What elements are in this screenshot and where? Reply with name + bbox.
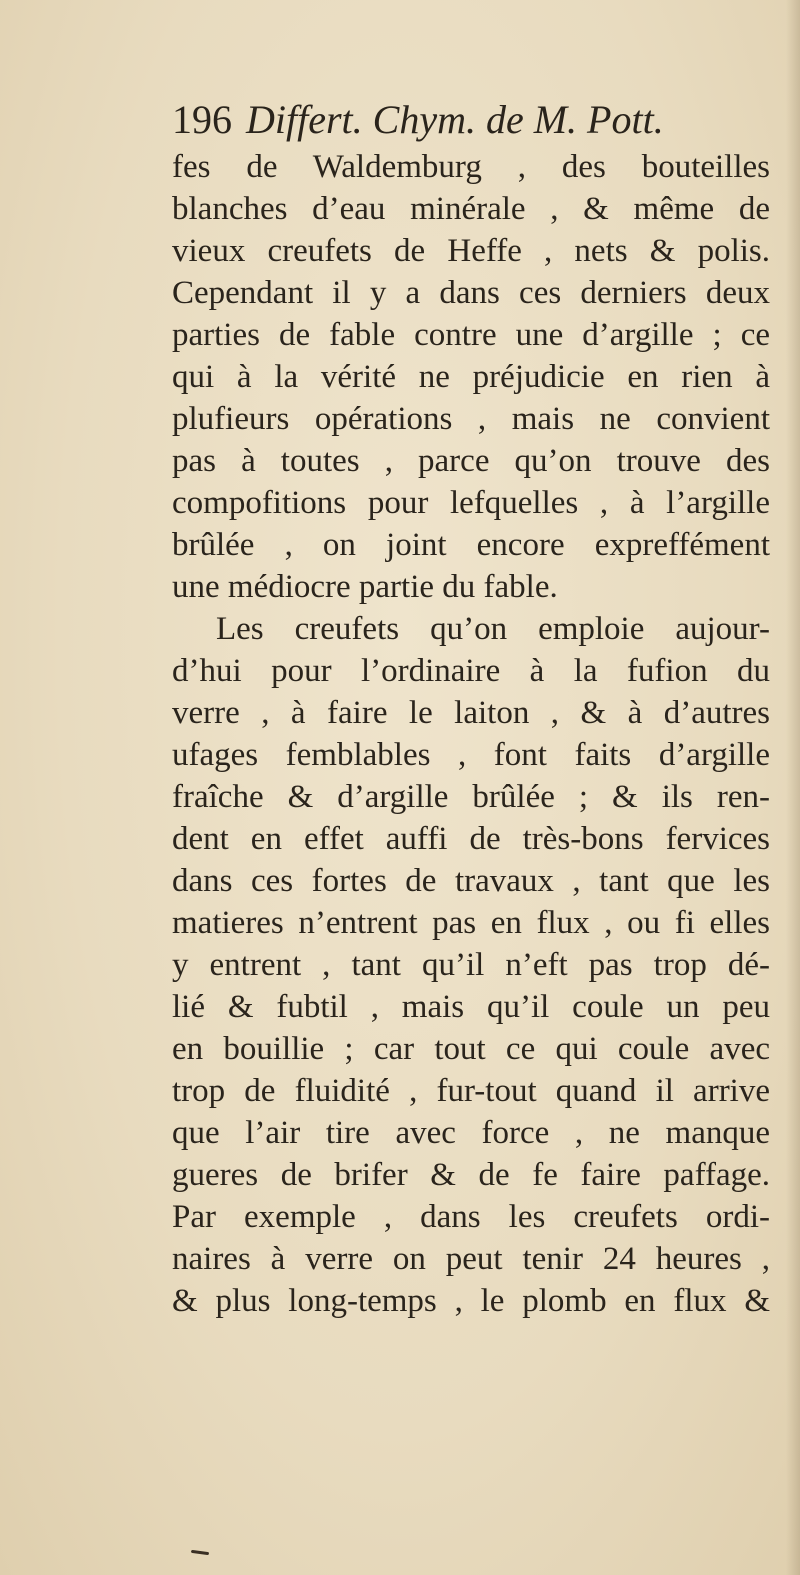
text-line: dans ces fortes de travaux , tant que les <box>172 863 770 899</box>
page-header <box>172 98 664 142</box>
text-line: que l’air tire avec force , ne manque <box>172 1115 770 1151</box>
text-line: plufieurs opérations , mais ne convient <box>172 401 770 437</box>
text-line: d’hui pour l’ordinaire à la fufion du <box>172 653 770 689</box>
text-line: lié & fubtil , mais qu’il coule un peu <box>172 989 770 1025</box>
text-line: Cependant il y a dans ces derniers deux <box>172 275 770 311</box>
text-line: matieres n’entrent pas en flux , ou fi elles <box>172 905 770 941</box>
text-line: trop de fluidité , fur-tout quand il arrive <box>172 1073 770 1109</box>
page-edge-shadow <box>786 0 800 1575</box>
text-line: verre , à faire le laiton , & à d’autres <box>172 695 770 731</box>
text-line: parties de fable contre une d’argille ; ce <box>172 317 770 353</box>
text-line: ufages femblables , font faits d’argille <box>172 737 770 773</box>
page-number: 196 <box>172 97 232 142</box>
ink-mark <box>191 1550 209 1555</box>
text-line: y entrent , tant qu’il n’eft pas trop dé- <box>172 947 770 983</box>
text-line: naires à verre on peut tenir 24 heures , <box>172 1241 770 1277</box>
text-line: blanches d’eau minérale , & même de <box>172 191 770 227</box>
text-line: qui à la vérité ne préjudicie en rien à <box>172 359 770 395</box>
text-line: gueres de brifer & de fe faire paffage. <box>172 1157 770 1193</box>
paragraph-start-line: Les creufets qu’on emploie aujour- <box>216 611 770 647</box>
text-line: brûlée , on joint encore expreffément <box>172 527 770 563</box>
text-line: fes de Waldemburg , des bouteilles <box>172 149 770 185</box>
text-line: vieux creufets de Heffe , nets & polis. <box>172 233 770 269</box>
text-line: Par exemple , dans les creufets ordi- <box>172 1199 770 1235</box>
text-line: compofitions pour lefquelles , à l’argille <box>172 485 770 521</box>
text-line: pas à toutes , parce qu’on trouve des <box>172 443 770 479</box>
text-line: fraîche & d’argille brûlée ; & ils ren- <box>172 779 770 815</box>
text-line: en bouillie ; car tout ce qui coule avec <box>172 1031 770 1067</box>
body-text <box>172 146 770 1322</box>
text-line: dent en effet auffi de très-bons fervices <box>172 821 770 857</box>
paragraph-end-line: une médiocre partie du fable. <box>172 569 558 605</box>
running-title: Differt. Chym. de M. Pott. <box>246 97 664 142</box>
text-line: & plus long-temps , le plomb en flux & <box>172 1283 770 1319</box>
